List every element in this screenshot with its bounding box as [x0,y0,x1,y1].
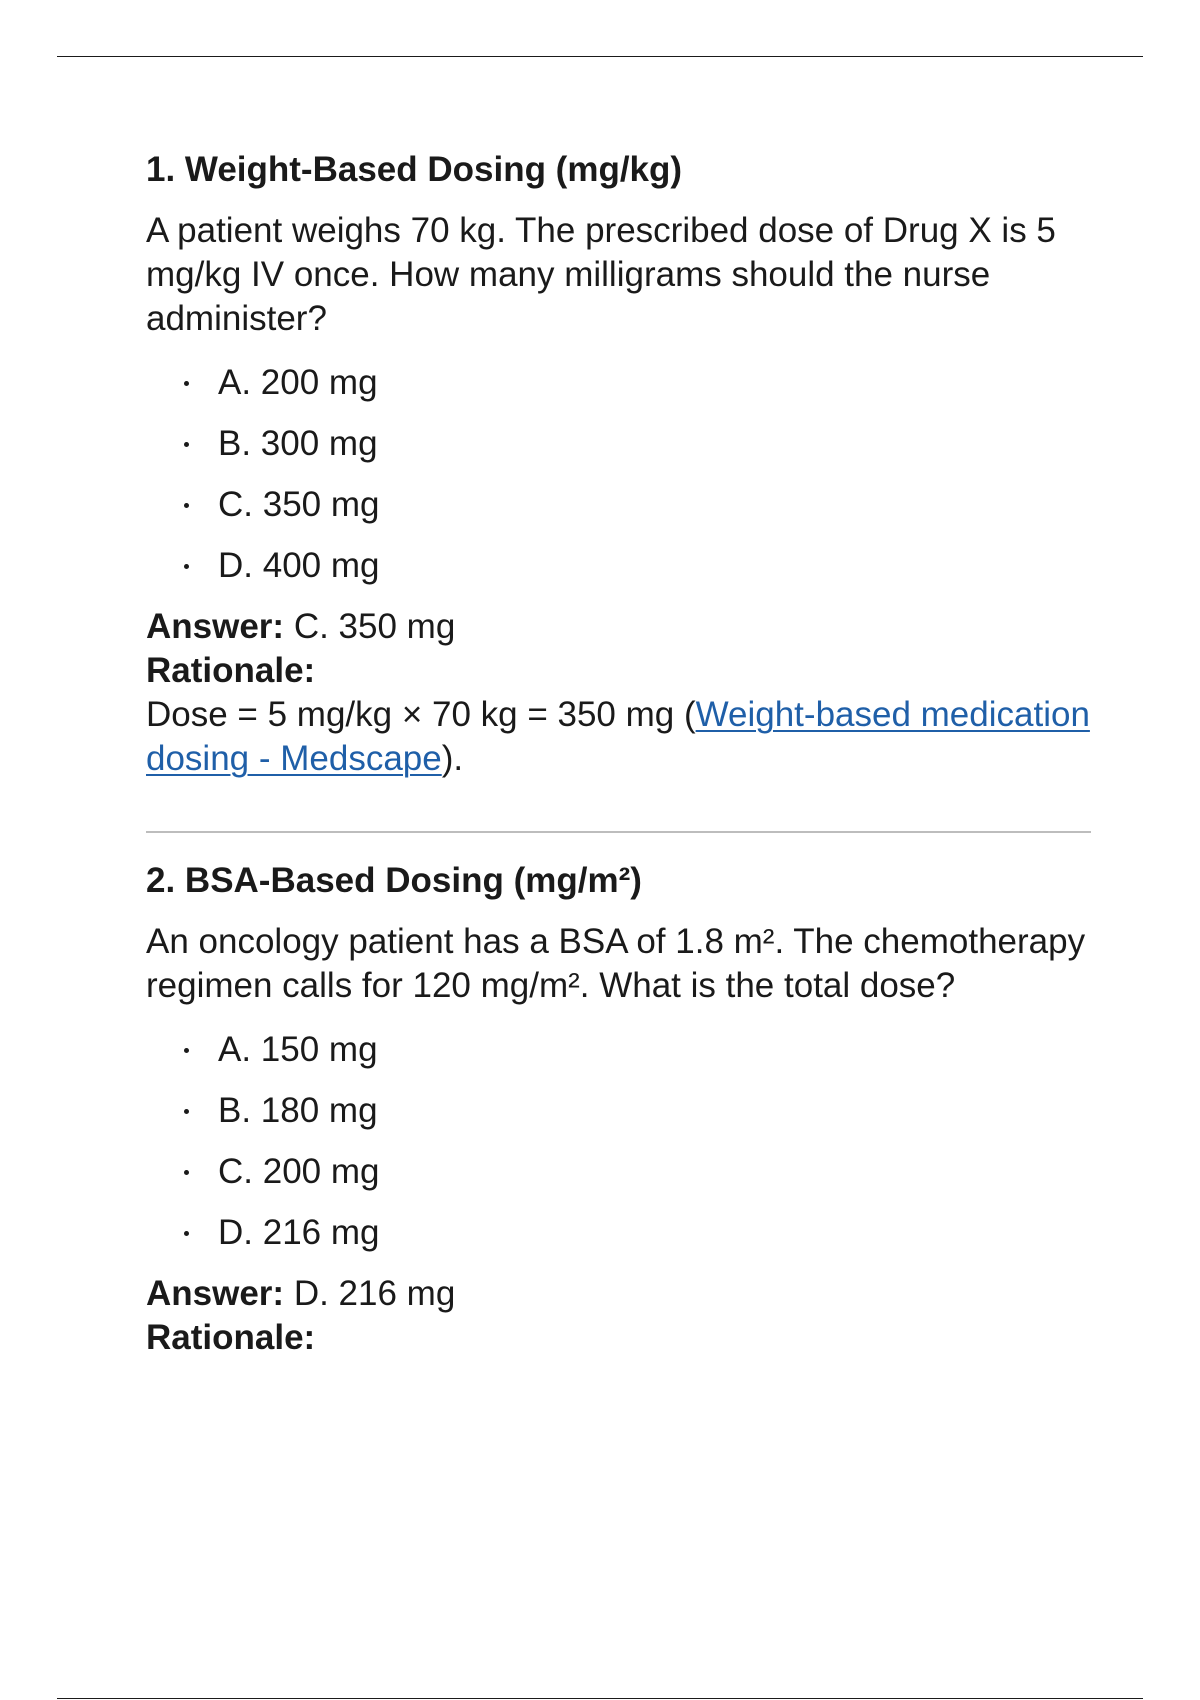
answer-line [146,1272,1091,1316]
option-item [146,1028,1091,1072]
bullet-icon [184,503,189,508]
rationale-label: Rationale: [146,1318,316,1357]
bullet-icon [184,381,189,386]
bullet-icon [184,1170,189,1175]
rationale-prefix: Dose = 5 mg/kg × 70 kg = 350 mg ( [146,695,696,734]
page-bottom-rule [57,1698,1143,1699]
bullet-icon [184,564,189,569]
option-item [146,1150,1091,1194]
option-item [146,361,1091,405]
answer-options [146,361,1091,588]
rationale-suffix: ). [441,739,464,778]
option-item [146,483,1091,527]
option-label: D. 400 mg [218,546,380,585]
section-divider [146,831,1091,833]
option-item [146,1089,1091,1133]
bullet-icon [184,1109,189,1114]
option-label: A. 200 mg [218,363,378,402]
answer-label: Answer: [146,607,285,646]
question-2 [146,859,1091,1360]
option-item [146,544,1091,588]
option-label: D. 216 mg [218,1213,380,1252]
option-label: A. 150 mg [218,1030,378,1069]
bullet-icon [184,1231,189,1236]
answer-options [146,1028,1091,1255]
bullet-icon [184,1048,189,1053]
question-text: A patient weighs 70 kg. The prescribed dose of Drug X is 5 mg/kg IV once. How many milligrams should the nurse administer? [146,211,1056,338]
page-top-rule [57,56,1143,57]
option-item [146,422,1091,466]
question-title: 1. Weight-Based Dosing (mg/kg) [146,150,683,189]
answer-value: C. 350 mg [284,607,456,646]
rationale-label: Rationale: [146,651,316,690]
question-text: An oncology patient has a BSA of 1.8 m². The chemotherapy regimen calls for 120 mg/m². What is the total dose? [146,922,1086,1005]
option-label: C. 200 mg [218,1152,380,1191]
document-content [146,140,1091,1360]
answer-label: Answer: [146,1274,285,1313]
medscape-reference-link[interactable]: Weight-based medication dosing - Medscape [146,695,1090,778]
question-title: 2. BSA-Based Dosing (mg/m²) [146,861,642,900]
bullet-icon [184,442,189,447]
answer-value: D. 216 mg [284,1274,456,1313]
rationale-text [146,693,1091,781]
option-item [146,1211,1091,1255]
option-label: B. 300 mg [218,424,378,463]
answer-line [146,605,1091,649]
option-label: B. 180 mg [218,1091,378,1130]
option-label: C. 350 mg [218,485,380,524]
question-1 [146,148,1091,781]
